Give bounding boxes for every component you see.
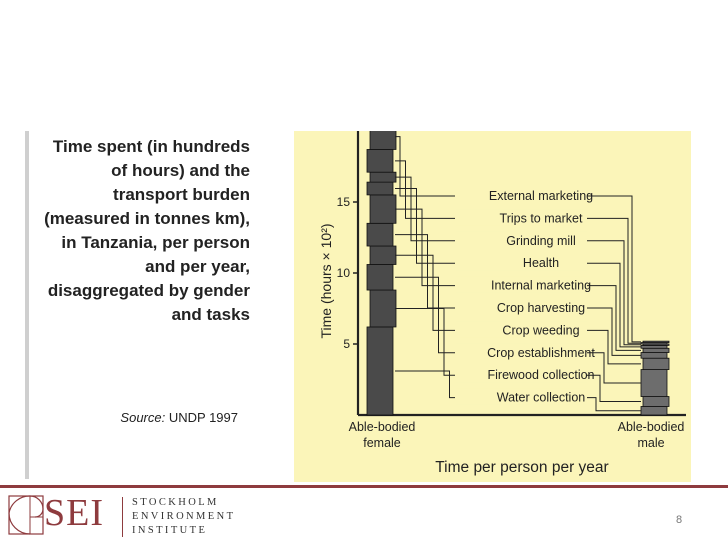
leader-line-female xyxy=(395,277,455,353)
institute-name xyxy=(132,496,235,538)
task-label-bg xyxy=(456,254,587,270)
chart-figure xyxy=(294,131,691,482)
bar-segment xyxy=(641,370,667,397)
category-label: female xyxy=(363,436,401,450)
leader-line-female xyxy=(395,235,455,308)
task-label: Health xyxy=(522,256,560,271)
task-label: Crop weeding xyxy=(502,323,580,338)
bar-segment xyxy=(643,358,669,369)
bar-segment xyxy=(367,223,393,246)
task-label: Internal marketing xyxy=(490,278,592,293)
task-label: Crop establishment xyxy=(487,345,595,360)
source-text: UNDP 1997 xyxy=(168,410,238,425)
slide-header-band xyxy=(0,0,728,120)
bar-segment xyxy=(643,341,669,342)
sei-letters: SEI xyxy=(44,492,104,534)
task-label: Crop harvesting xyxy=(496,301,586,315)
x-axis-label: Time per person per year xyxy=(435,459,609,476)
left-decorative-strip xyxy=(25,131,29,479)
leader-line-female xyxy=(395,209,455,286)
bar-segment xyxy=(367,149,393,172)
source-label: Source: xyxy=(120,410,166,425)
bar-segment xyxy=(370,195,396,223)
institute-line-1: STOCKHOLM xyxy=(132,497,219,508)
bar-segment xyxy=(367,327,393,415)
source-note xyxy=(60,410,238,425)
footer-divider xyxy=(0,485,728,488)
bar-segment xyxy=(643,397,669,407)
leader-line-male xyxy=(586,286,641,351)
leader-line-male xyxy=(586,398,641,411)
institute-line-3: INSTITUTE xyxy=(132,525,208,536)
leader-line-female xyxy=(395,189,455,264)
leader-line-male xyxy=(586,263,641,347)
bar-segment xyxy=(641,345,667,348)
y-tick-label: 15 xyxy=(336,195,350,209)
task-label: Trips to market xyxy=(499,211,583,226)
category-label: Able-bodied xyxy=(617,420,685,434)
bar-segment xyxy=(641,406,667,415)
bar-segment xyxy=(370,246,396,264)
page-number: 8 xyxy=(676,514,683,526)
bar-segment xyxy=(643,348,669,352)
bar-segment xyxy=(367,182,393,195)
y-axis-label: Time (hours × 10²) xyxy=(318,223,334,339)
bar-segment xyxy=(370,290,396,327)
task-label: Grinding mill xyxy=(506,233,576,248)
bar-segment xyxy=(641,353,667,359)
leader-line-female xyxy=(395,137,455,196)
bar-segment xyxy=(370,172,396,182)
bar-segment xyxy=(370,131,396,149)
institute-line-2: ENVIRONMENT xyxy=(132,511,236,522)
golden-spiral-icon xyxy=(8,495,44,535)
figure-caption: Time spent (in hundreds of hours) and the transport burden (measured in tonnes km), in Tanzania, per person and per year, disaggregated by gender and tasks xyxy=(44,137,250,324)
task-label: Water collection xyxy=(496,390,586,405)
chart-svg xyxy=(294,131,691,482)
task-label: Firewood collection xyxy=(487,368,595,383)
leader-line-male xyxy=(586,196,641,342)
leader-line-female xyxy=(395,255,455,330)
leader-line-female xyxy=(395,309,455,376)
leader-line-male xyxy=(586,218,641,343)
bar-segment xyxy=(367,264,393,290)
y-tick-label: 5 xyxy=(343,337,350,351)
category-label: Able-bodied xyxy=(348,420,416,434)
logo-divider xyxy=(122,497,123,537)
leader-line-female xyxy=(395,161,455,219)
task-label: External marketing xyxy=(488,189,594,203)
leader-line-male xyxy=(586,241,641,345)
sei-logo xyxy=(8,492,128,541)
category-label: male xyxy=(637,436,665,450)
y-tick-label: 10 xyxy=(336,266,350,280)
